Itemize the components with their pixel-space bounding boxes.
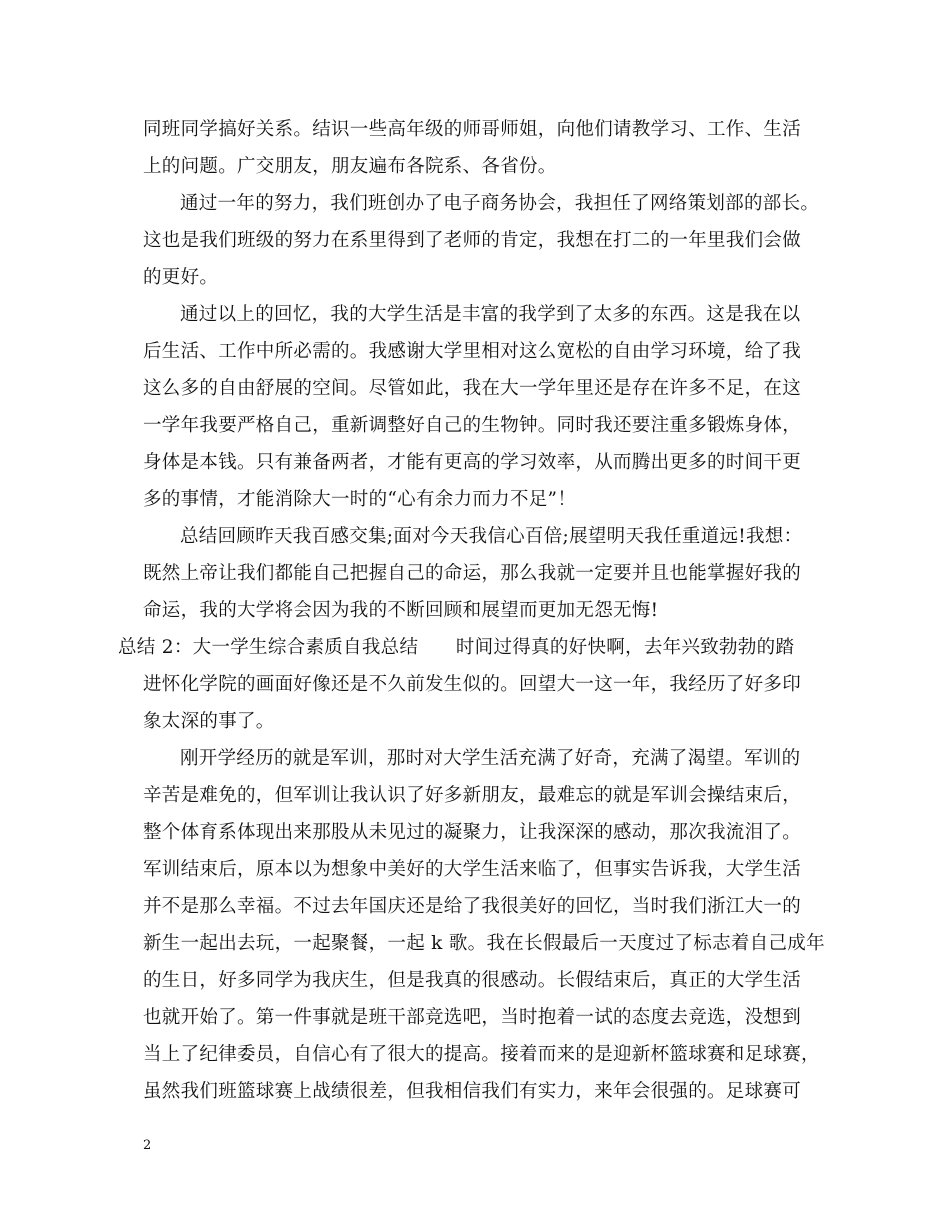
body-text-line: 军训结束后，原本以为想象中美好的大学生活来临了，但事实告诉我，大学生活 [143,859,802,880]
body-text-line: 新生一起出去玩，一起聚餐，一起 k 歌。我在长假最后一天度过了标志着自己成年 [143,933,825,954]
body-text-line: 的更好。 [143,267,219,288]
body-text-line: 命运，我的大学将会因为我的不断回顾和展望而更加无怨无悔! [143,600,659,621]
body-text-line: 一学年我要严格自己，重新调整好自己的生物钟。同时我还要注重多锻炼身体， [143,415,802,436]
paragraph-start-line: 刚开学经历的就是军训，那时对大学生活充满了好奇，充满了渴望。军训的 [180,748,801,769]
body-text-line: 身体是本钱。只有兼备两者，才能有更高的学习效率，从而腾出更多的时间干更 [143,452,802,473]
body-text-line: 既然上帝让我们都能自己把握自己的命运，那么我就一定要并且也能掌握好我的 [143,563,802,584]
body-text-line: 也就开始了。第一件事就是班干部竞选吧，当时抱着一试的态度去竞选，没想到 [143,1007,802,1028]
body-text-line: 辛苦是难免的，但军训让我认识了好多新朋友，最难忘的就是军训会操结束后， [143,785,802,806]
body-text-line: 多的事情，才能消除大一时的“心有余力而力不足”！ [143,489,577,510]
body-text-line: 这么多的自由舒展的空间。尽管如此，我在大一学年里还是存在许多不足，在这 [143,378,802,399]
section-heading-line: 总结 2：大一学生综合素质自我总结 时间过得真的好快啊，去年兴致勃勃的踏 [118,637,795,658]
body-text-line: 上的问题。广交朋友，朋友遍布各院系、各省份。 [143,156,557,177]
body-text-line: 同班同学搞好关系。结识一些高年级的师哥师姐，向他们请教学习、工作、生活 [143,119,802,140]
body-text-line: 并不是那么幸福。不过去年国庆还是给了我很美好的回忆，当时我们浙江大一的 [143,896,802,917]
body-text-line: 进怀化学院的画面好像还是不久前发生似的。回望大一这一年，我经历了好多印 [143,674,802,695]
paragraph-start-line: 通过以上的回忆，我的大学生活是丰富的我学到了太多的东西。这是我在以 [180,304,801,325]
body-text-line: 的生日，好多同学为我庆生，但是我真的很感动。长假结束后，真正的大学生活 [143,970,802,991]
paragraph-start-line: 总结回顾昨天我百感交集;面对今天我信心百倍;展望明天我任重道远!我想： [180,526,803,547]
body-text-line: 这也是我们班级的努力在系里得到了老师的肯定，我想在打二的一年里我们会做 [143,230,802,251]
body-text-line: 当上了纪律委员，自信心有了很大的提高。接着而来的是迎新杯篮球赛和足球赛， [143,1044,820,1065]
body-text-line: 象太深的事了。 [143,711,275,732]
paragraph-start-line: 通过一年的努力，我们班创办了电子商务协会，我担任了网络策划部的部长。 [180,193,820,214]
body-text-line: 整个体育系体现出来那股从未见过的凝聚力，让我深深的感动，那次我流泪了。 [143,822,802,843]
page-number: 2 [143,1138,152,1153]
body-text-line: 后生活、工作中所必需的。我感谢大学里相对这么宽松的自由学习环境，给了我 [143,341,802,362]
body-text-line: 虽然我们班篮球赛上战绩很差，但我相信我们有实力，来年会很强的。足球赛可 [143,1081,802,1102]
